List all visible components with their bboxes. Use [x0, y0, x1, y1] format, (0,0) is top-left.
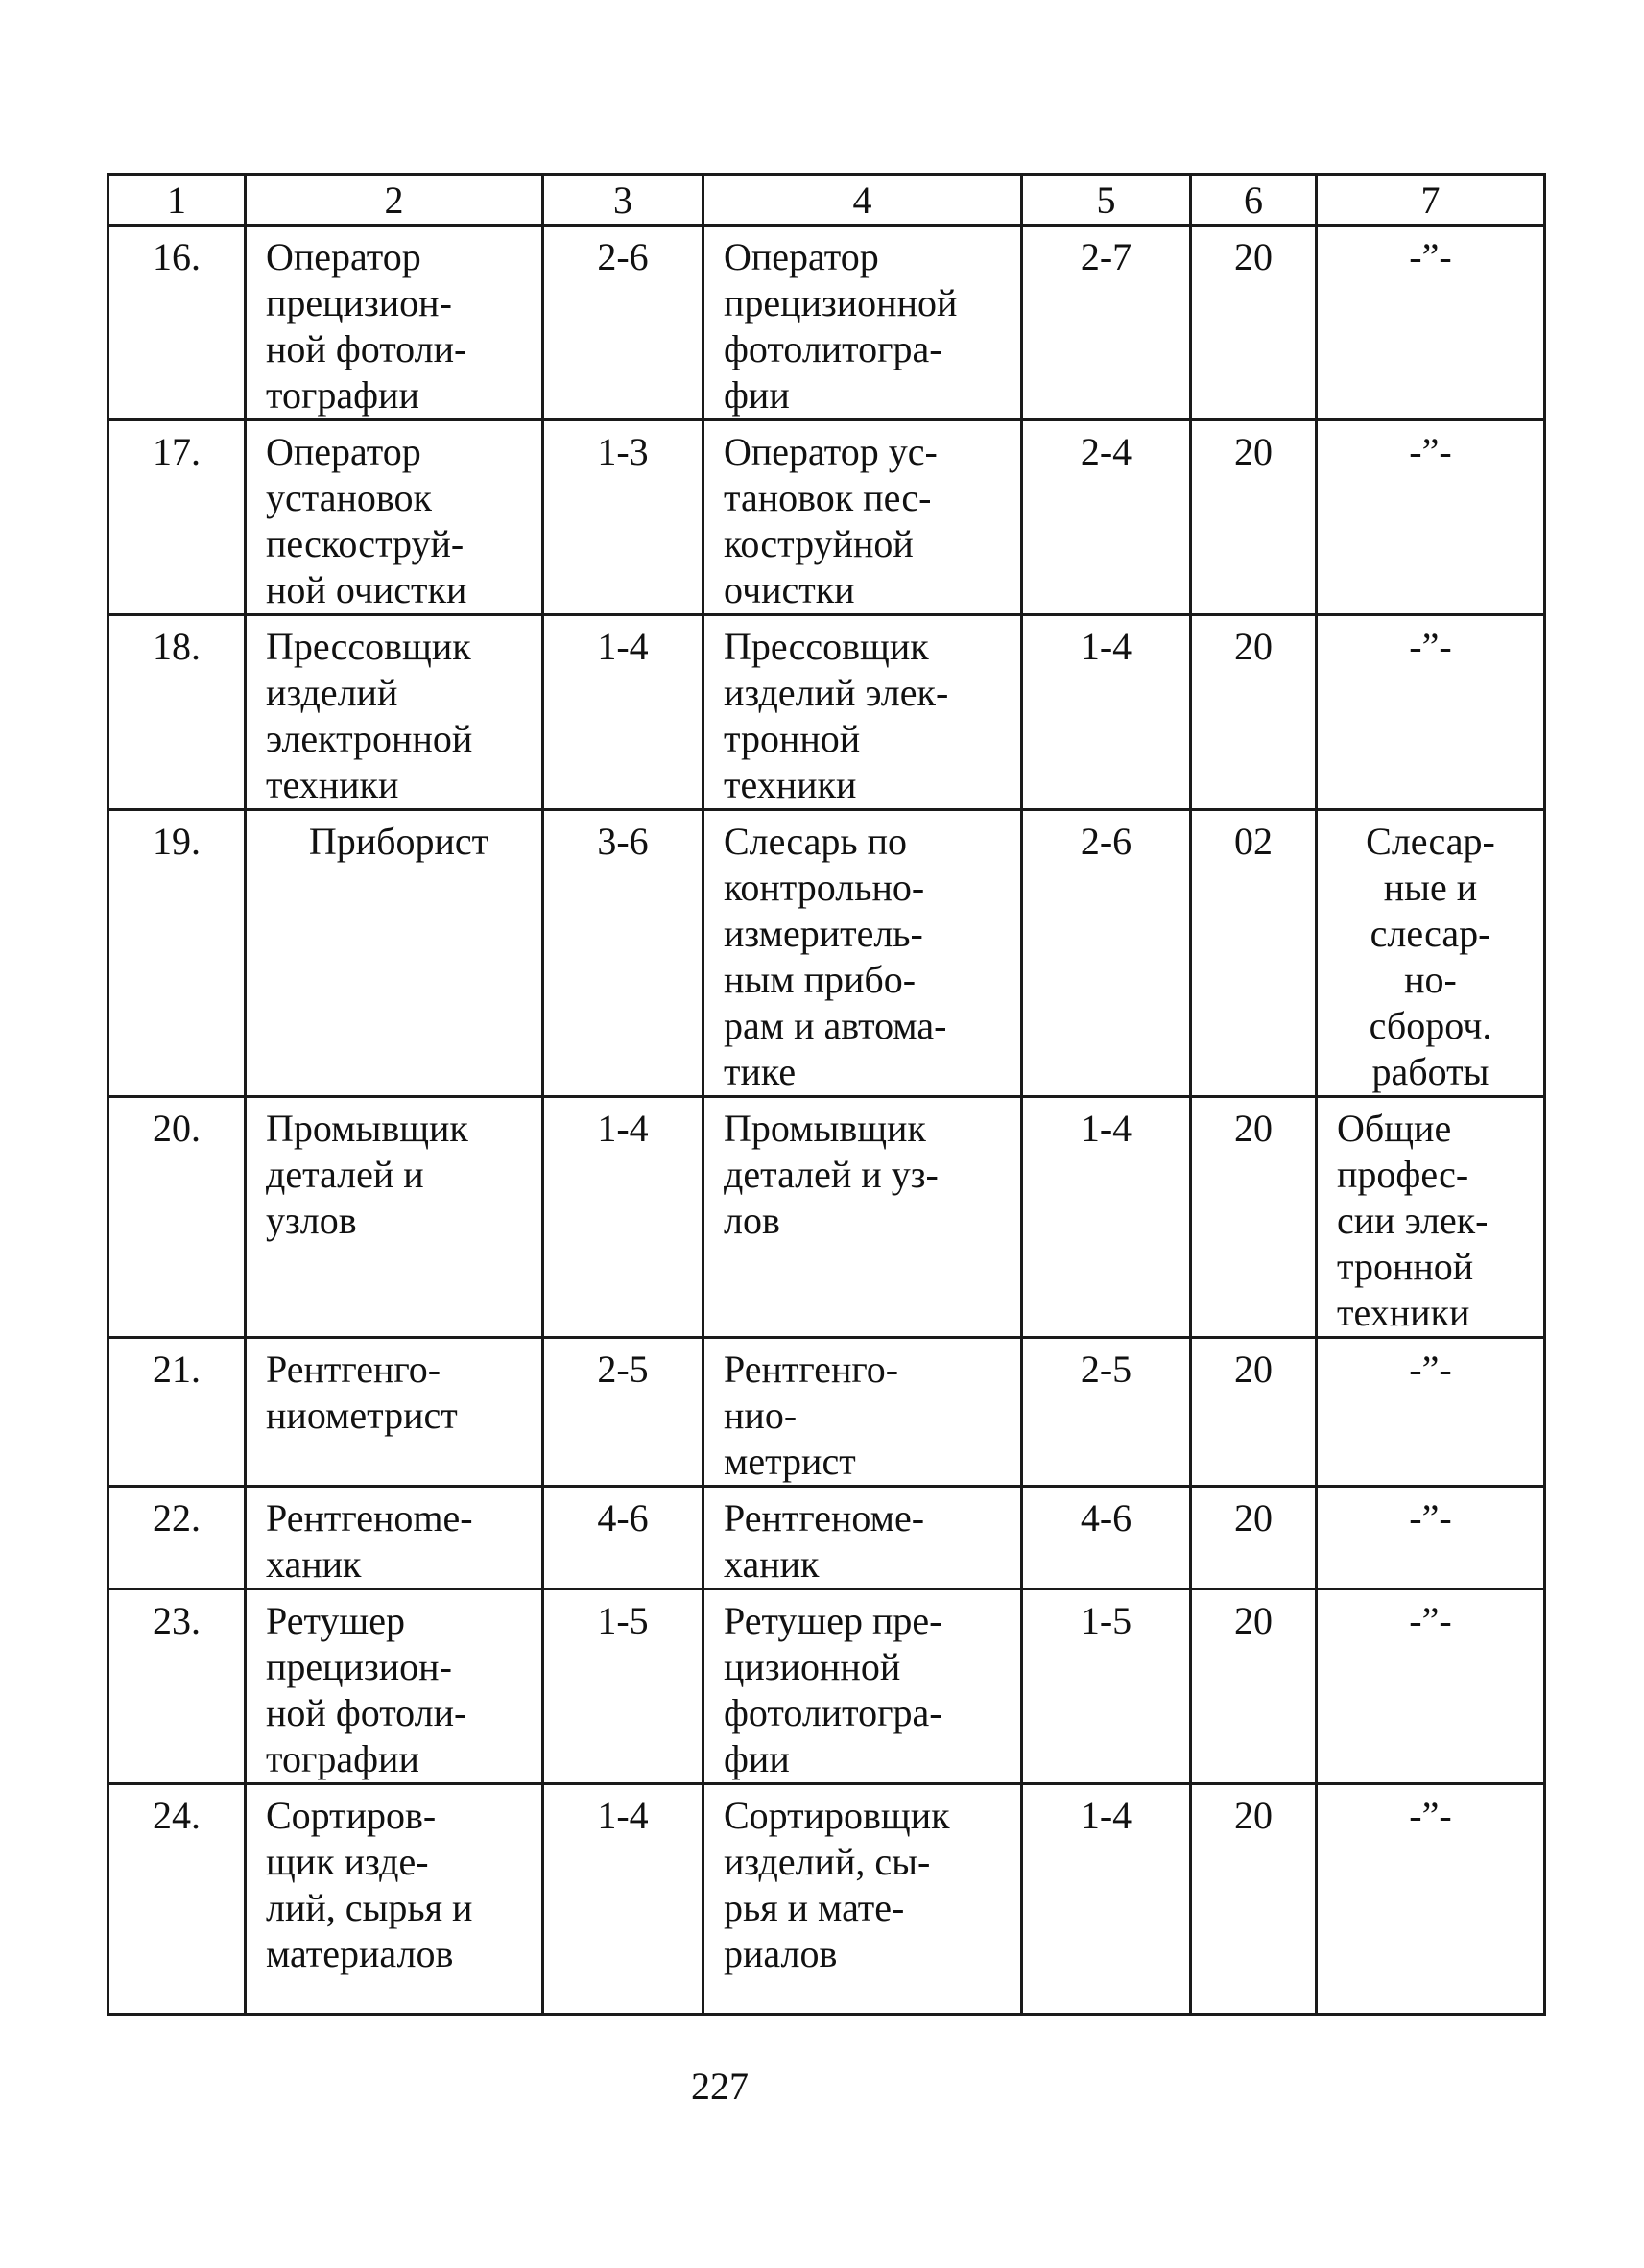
section-code: 20 [1191, 1338, 1317, 1487]
profession-name-line: Рентгенome- [266, 1496, 473, 1540]
target-profession-name-line: риалов [724, 1932, 838, 1975]
target-profession-name [703, 615, 1022, 810]
row-number: 18. [108, 615, 246, 810]
profession-name-line: Сортиров- [266, 1794, 437, 1837]
target-profession-name [703, 420, 1022, 615]
table-row [108, 1097, 1545, 1338]
section-note-line: -”- [1409, 1794, 1452, 1837]
table-row [108, 1338, 1545, 1487]
table-body [108, 226, 1545, 2015]
profession-name-line: Оператор [266, 235, 421, 278]
target-grade-range: 4-6 [1022, 1487, 1191, 1589]
profession-name [246, 1338, 543, 1487]
target-grade-range: 1-5 [1022, 1589, 1191, 1784]
profession-name [246, 1487, 543, 1589]
row-number: 21. [108, 1338, 246, 1487]
target-grade-range: 1-4 [1022, 615, 1191, 810]
profession-name-line: пескоструй- [266, 522, 465, 565]
professions-table [107, 173, 1546, 2016]
table-row [108, 615, 1545, 810]
section-note-line: сии элек- [1337, 1199, 1489, 1242]
section-note-line: -”- [1409, 1599, 1452, 1642]
target-profession-name-line: деталей и уз- [724, 1153, 939, 1196]
target-profession-name-line: нио- [724, 1394, 798, 1437]
page-number: 227 [691, 2065, 749, 2108]
section-note [1317, 1097, 1545, 1338]
profession-name-line: деталей и [266, 1153, 424, 1196]
section-note-line: слесар- [1370, 912, 1491, 955]
section-code: 20 [1191, 226, 1317, 420]
section-note [1317, 226, 1545, 420]
profession-name-line: материалов [266, 1932, 454, 1975]
section-note [1317, 1487, 1545, 1589]
profession-name-line: Промывщик [266, 1107, 468, 1150]
target-profession-name-line: изделий, сы- [724, 1840, 931, 1883]
row-number: 20. [108, 1097, 246, 1338]
profession-name [246, 226, 543, 420]
section-code: 20 [1191, 615, 1317, 810]
profession-name-line: ной очистки [266, 568, 467, 611]
grade-range: 1-4 [543, 1097, 703, 1338]
target-profession-name-line: Прессовщик [724, 625, 929, 668]
target-profession-name-line: Оператор ус- [724, 430, 938, 473]
section-code: 20 [1191, 1784, 1317, 2015]
target-profession-name-line: техники [724, 763, 857, 806]
grade-range: 4-6 [543, 1487, 703, 1589]
section-note-line: но- [1404, 958, 1457, 1001]
target-profession-name-line: изделий элек- [724, 671, 949, 714]
table-row [108, 1784, 1545, 2015]
target-profession-name-line: лов [724, 1199, 780, 1242]
grade-range: 1-4 [543, 1784, 703, 2015]
column-header-7: 7 [1317, 175, 1545, 226]
target-profession-name-line: прецизионной [724, 281, 958, 324]
target-profession-name-line: фотолитогра- [724, 1691, 942, 1734]
section-note-line: техники [1337, 1291, 1470, 1334]
target-profession-name-line: Ретушер пре- [724, 1599, 942, 1642]
grade-range: 2-5 [543, 1338, 703, 1487]
target-profession-name [703, 1784, 1022, 2015]
grade-range: 1-4 [543, 615, 703, 810]
target-profession-name [703, 1338, 1022, 1487]
profession-name-line: щик изде- [266, 1840, 429, 1883]
row-number: 17. [108, 420, 246, 615]
profession-name [246, 1097, 543, 1338]
profession-name-line: электронной [266, 717, 473, 760]
section-code: 20 [1191, 1487, 1317, 1589]
profession-name-line: ханик [266, 1542, 362, 1586]
profession-name-line: Ретушер [266, 1599, 405, 1642]
profession-name-line: Оператор [266, 430, 421, 473]
target-profession-name-line: тике [724, 1050, 797, 1093]
section-note [1317, 615, 1545, 810]
target-profession-name-line: цизионной [724, 1645, 901, 1688]
target-profession-name [703, 1487, 1022, 1589]
section-code: 02 [1191, 810, 1317, 1097]
profession-name-line: Приборист [308, 820, 489, 863]
section-note-line: -”- [1409, 430, 1452, 473]
column-header-2: 2 [246, 175, 543, 226]
target-profession-name-line: Рентгеноме- [724, 1496, 925, 1540]
target-profession-name [703, 1097, 1022, 1338]
table-row [108, 1487, 1545, 1589]
section-note-line: сбороч. [1369, 1004, 1492, 1047]
column-header-3: 3 [543, 175, 703, 226]
target-profession-name-line: фии [724, 373, 790, 417]
profession-name [246, 1589, 543, 1784]
target-grade-range: 2-7 [1022, 226, 1191, 420]
profession-name [246, 420, 543, 615]
row-number: 16. [108, 226, 246, 420]
profession-name-line: ной фотоли- [266, 1691, 467, 1734]
row-number: 19. [108, 810, 246, 1097]
target-profession-name-line: ным прибо- [724, 958, 917, 1001]
section-note-line: тронной [1337, 1245, 1474, 1288]
section-note-line: профес- [1337, 1153, 1469, 1196]
row-number: 24. [108, 1784, 246, 2015]
section-note-line: работы [1371, 1050, 1489, 1093]
profession-name-line: изделий [266, 671, 398, 714]
target-profession-name-line: ханик [724, 1542, 820, 1586]
profession-name-line: ной фотоли- [266, 327, 467, 370]
section-note-line: -”- [1409, 1496, 1452, 1540]
target-profession-name-line: Сортировщик [724, 1794, 950, 1837]
target-profession-name-line: измеритель- [724, 912, 923, 955]
row-number: 23. [108, 1589, 246, 1784]
profession-name-line: прецизион- [266, 1645, 452, 1688]
target-profession-name-line: коструйной [724, 522, 914, 565]
target-profession-name-line: Оператор [724, 235, 879, 278]
section-note [1317, 1589, 1545, 1784]
target-profession-name-line: Промывщик [724, 1107, 926, 1150]
target-profession-name-line: фотолитогра- [724, 327, 942, 370]
target-profession-name-line: метрист [724, 1440, 856, 1483]
target-grade-range: 2-4 [1022, 420, 1191, 615]
target-profession-name-line: Слесарь по [724, 820, 908, 863]
column-header-1: 1 [108, 175, 246, 226]
target-profession-name-line: фии [724, 1737, 790, 1780]
grade-range: 3-6 [543, 810, 703, 1097]
profession-name-line: Прессовщик [266, 625, 471, 668]
target-grade-range: 1-4 [1022, 1784, 1191, 2015]
target-profession-name [703, 810, 1022, 1097]
section-note-line: Общие [1337, 1107, 1452, 1150]
profession-name-line: Рентгенго- [266, 1348, 441, 1391]
target-grade-range: 1-4 [1022, 1097, 1191, 1338]
target-grade-range: 2-6 [1022, 810, 1191, 1097]
section-note-line: -”- [1409, 235, 1452, 278]
profession-name-line: прецизион- [266, 281, 452, 324]
table-row [108, 1589, 1545, 1784]
header-row [108, 175, 1545, 226]
target-profession-name-line: Рентгенго- [724, 1348, 899, 1391]
section-note-line: Слесар- [1366, 820, 1495, 863]
profession-name-line: тографии [266, 373, 419, 417]
grade-range: 1-5 [543, 1589, 703, 1784]
grade-range: 1-3 [543, 420, 703, 615]
column-header-6: 6 [1191, 175, 1317, 226]
section-note [1317, 1784, 1545, 2015]
section-note-line: ные и [1383, 866, 1478, 909]
section-note [1317, 810, 1545, 1097]
profession-name [246, 615, 543, 810]
section-code: 20 [1191, 1589, 1317, 1784]
profession-name [246, 810, 543, 1097]
target-profession-name-line: контрольно- [724, 866, 925, 909]
column-header-4: 4 [703, 175, 1022, 226]
section-note-line: -”- [1409, 625, 1452, 668]
target-profession-name [703, 1589, 1022, 1784]
table-row [108, 810, 1545, 1097]
table-row [108, 420, 1545, 615]
profession-name-line: тографии [266, 1737, 419, 1780]
profession-name-line: ниометрист [266, 1394, 458, 1437]
target-profession-name-line: тронной [724, 717, 861, 760]
target-profession-name-line: очистки [724, 568, 855, 611]
profession-name-line: установок [266, 476, 432, 519]
section-note [1317, 420, 1545, 615]
profession-name-line: техники [266, 763, 399, 806]
table-row [108, 226, 1545, 420]
target-grade-range: 2-5 [1022, 1338, 1191, 1487]
profession-name-line: узлов [266, 1199, 357, 1242]
section-code: 20 [1191, 1097, 1317, 1338]
profession-name [246, 1784, 543, 2015]
row-number: 22. [108, 1487, 246, 1589]
column-header-5: 5 [1022, 175, 1191, 226]
section-code: 20 [1191, 420, 1317, 615]
profession-name-line: лий, сырья и [266, 1886, 473, 1929]
target-profession-name-line: тановок пес- [724, 476, 932, 519]
grade-range: 2-6 [543, 226, 703, 420]
section-note [1317, 1338, 1545, 1487]
target-profession-name-line: рам и автома- [724, 1004, 947, 1047]
target-profession-name [703, 226, 1022, 420]
target-profession-name-line: рья и мате- [724, 1886, 905, 1929]
section-note-line: -”- [1409, 1348, 1452, 1391]
